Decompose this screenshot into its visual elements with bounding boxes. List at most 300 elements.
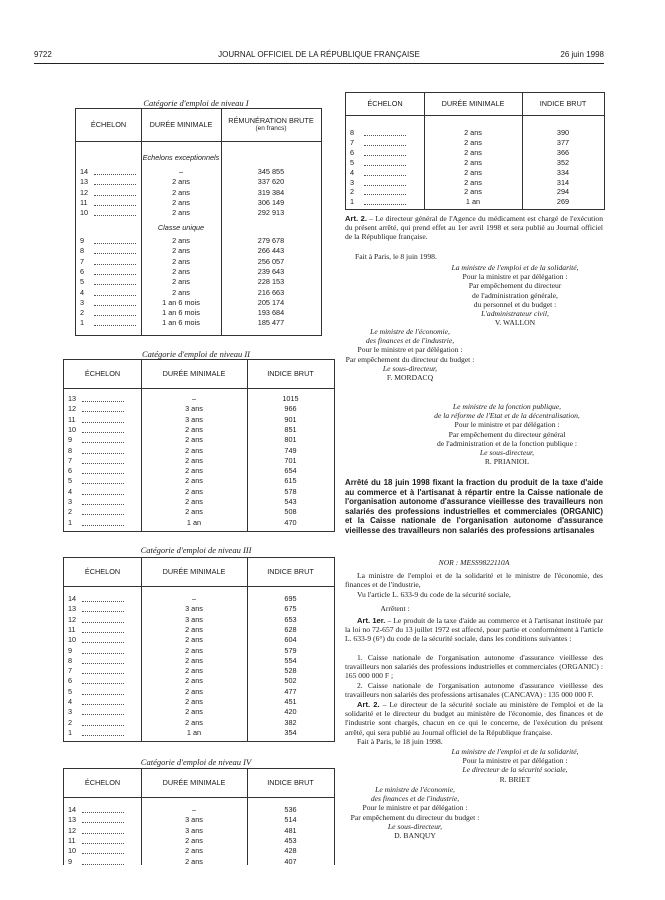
table-row xyxy=(64,476,334,486)
duration-cell: 2 ans xyxy=(185,507,203,517)
table-row xyxy=(64,857,334,867)
table-header xyxy=(64,360,334,389)
col-indice: INDICE BRUT xyxy=(267,369,314,378)
duration-cell: – xyxy=(191,594,197,603)
signature-line: Pour le ministre et par délégation : xyxy=(357,345,463,355)
table-row xyxy=(76,246,321,256)
page-header xyxy=(34,50,604,64)
value-cell: 256 057 xyxy=(257,256,285,266)
echelon-cell: 3 xyxy=(68,497,73,506)
echelon-cell: 4 xyxy=(68,697,73,706)
table-row xyxy=(64,687,334,697)
table-row xyxy=(76,308,321,318)
signature-line: Pour la ministre et par délégation : xyxy=(462,756,568,766)
signature-line: Par empêchement du directeur général xyxy=(448,429,566,439)
echelon-cell: 7 xyxy=(80,256,85,266)
value-cell: 604 xyxy=(284,635,297,645)
table-row xyxy=(346,197,604,207)
value-cell: 508 xyxy=(284,507,297,517)
table-row xyxy=(64,646,334,656)
signature-line: Par empêchement du directeur du budget : xyxy=(350,812,480,822)
place-date: Fait à Paris, le 8 juin 1998. xyxy=(355,252,437,261)
echelon-cell: 6 xyxy=(350,147,355,157)
col-indice: INDICE BRUT xyxy=(267,567,314,576)
duration-cell: 2 ans xyxy=(464,147,482,157)
echelon-cell: 10 xyxy=(68,846,77,856)
table-row xyxy=(346,187,604,197)
echelon-cell: 3 xyxy=(80,297,85,307)
duration-cell: 2 ans xyxy=(185,424,203,434)
value-cell: 1015 xyxy=(282,394,299,403)
section-label: Classe unique xyxy=(157,223,205,232)
signature-line: Le ministre de la fonction publique, xyxy=(452,402,562,411)
header-rule xyxy=(34,63,604,64)
index-table-level-3 xyxy=(63,557,335,742)
echelon-cell: 2 xyxy=(350,187,355,197)
signature-line: Pour le ministre et par délégation : xyxy=(362,803,468,813)
duration-cell: – xyxy=(178,167,184,176)
echelon-cell: 4 xyxy=(68,486,73,496)
signature-line: Le sous-directeur, xyxy=(382,363,438,373)
table2-caption: Catégorie d'emploi de niveau II xyxy=(141,349,251,359)
table-row xyxy=(76,208,321,218)
art1-paragraph xyxy=(345,616,603,644)
value-cell: 354 xyxy=(284,727,297,737)
art2-label: Art. 2. xyxy=(345,214,367,223)
duration-cell: 3 ans xyxy=(185,404,203,414)
col-duree: DURÉE MINIMALE xyxy=(162,567,226,576)
duration-cell: 1 an 6 mois xyxy=(162,318,200,328)
table-row xyxy=(64,625,334,635)
col-indice: INDICE BRUT xyxy=(267,778,314,787)
duration-cell: 2 ans xyxy=(172,236,190,245)
section-label: Echelons exceptionnels xyxy=(142,153,220,162)
signature-block xyxy=(420,263,610,327)
echelon-cell: 11 xyxy=(80,197,88,207)
table-header xyxy=(64,558,334,587)
table-row xyxy=(76,288,321,298)
echelon-cell: 14 xyxy=(68,805,77,814)
value-cell: 579 xyxy=(284,645,297,655)
echelon-cell: 13 xyxy=(68,394,77,403)
arretent: Arrêtent : xyxy=(380,604,410,613)
table-row xyxy=(76,277,321,287)
col-echelon: ÉCHELON xyxy=(84,778,121,787)
value-cell: 851 xyxy=(284,424,297,434)
duration-cell: 2 ans xyxy=(185,497,203,506)
value-cell: 306 149 xyxy=(257,197,285,207)
value-cell: 420 xyxy=(284,707,297,717)
echelon-cell: 6 xyxy=(68,466,73,476)
col-duree: DURÉE MINIMALE xyxy=(162,369,226,378)
signature-line: La ministre de l'emploi et de la solidarité, xyxy=(451,747,579,756)
nor-reference: NOR : MESS9822110A xyxy=(438,558,510,567)
duration-cell: 3 ans xyxy=(185,825,203,835)
table-row xyxy=(76,298,321,308)
col-duree: DURÉE MINIMALE xyxy=(441,99,505,108)
echelon-cell: 2 xyxy=(68,507,73,517)
duration-cell: 2 ans xyxy=(464,167,482,177)
echelon-cell: 6 xyxy=(68,676,73,686)
signature-line: Le ministre de l'économie, xyxy=(375,785,455,794)
duration-cell: 2 ans xyxy=(172,266,190,276)
table-row xyxy=(64,456,334,466)
col-remuneration: RÉMUNÉRATION BRUTE xyxy=(228,116,314,125)
echelon-cell: 11 xyxy=(68,835,76,845)
signature-line: V. WALLON xyxy=(494,318,536,328)
echelon-cell: 5 xyxy=(350,157,355,167)
duration-cell: 2 ans xyxy=(185,835,203,845)
value-cell: 554 xyxy=(284,655,297,665)
echelon-cell: 10 xyxy=(68,635,77,645)
duration-cell: 2 ans xyxy=(185,686,203,696)
col-indice: INDICE BRUT xyxy=(539,99,587,108)
salary-table-level-1 xyxy=(75,108,322,336)
echelon-cell: 1 xyxy=(80,318,85,328)
echelon-cell: 12 xyxy=(80,187,89,197)
value-cell: 801 xyxy=(284,435,297,445)
signature-block xyxy=(325,327,495,382)
col-echelon: ÉCHELON xyxy=(84,567,121,576)
table-row xyxy=(64,728,334,738)
duration-cell: 2 ans xyxy=(185,645,203,655)
echelon-cell: 5 xyxy=(80,277,85,287)
duration-cell: 1 an 6 mois xyxy=(162,297,200,307)
echelon-cell: 4 xyxy=(350,167,355,177)
index-table-level-2 xyxy=(63,359,335,532)
echelon-cell: 5 xyxy=(68,476,73,486)
table-row xyxy=(346,138,604,148)
value-cell: 292 913 xyxy=(257,208,285,218)
art2-first-paragraph xyxy=(345,214,603,242)
signature-line: du personnel et du budget : xyxy=(473,299,557,309)
table-row xyxy=(64,425,334,435)
echelon-cell: 5 xyxy=(68,686,73,696)
value-cell: 701 xyxy=(284,455,297,465)
table-row xyxy=(64,466,334,476)
duration-cell: 2 ans xyxy=(185,707,203,717)
value-cell: 477 xyxy=(284,686,297,696)
value-cell: 334 xyxy=(556,167,570,177)
duration-cell: 2 ans xyxy=(464,137,482,147)
table-row xyxy=(64,446,334,456)
signature-line: de l'administration et de la fonction publique : xyxy=(437,438,577,448)
duration-cell: 2 ans xyxy=(185,455,203,465)
signature-line: Par empêchement du directeur du budget : xyxy=(345,354,475,364)
signature-line: de l'administration générale, xyxy=(472,290,558,300)
table-row xyxy=(64,707,334,717)
table-row xyxy=(64,394,334,404)
table-row xyxy=(64,846,334,856)
echelon-cell: 11 xyxy=(68,624,76,634)
echelon-cell: 12 xyxy=(68,614,77,624)
duration-cell: 2 ans xyxy=(172,208,190,218)
table-row xyxy=(64,697,334,707)
table-row xyxy=(76,198,321,208)
journal-title: JOURNAL OFFICIEL DE LA RÉPUBLIQUE FRANÇAISE xyxy=(218,50,420,59)
value-cell: 451 xyxy=(284,697,297,706)
duration-cell: 2 ans xyxy=(172,277,190,287)
table-row xyxy=(64,666,334,676)
duration-cell: – xyxy=(191,805,197,814)
value-cell: 266 443 xyxy=(257,246,285,256)
duration-cell: 2 ans xyxy=(172,187,190,197)
value-cell: 470 xyxy=(284,517,297,527)
signature-line: Pour la ministre et par délégation : xyxy=(462,272,568,282)
duration-cell: 3 ans xyxy=(185,614,203,624)
table-row xyxy=(346,148,604,158)
duration-cell: 1 an 6 mois xyxy=(162,308,200,318)
table-row xyxy=(64,615,334,625)
value-cell: 228 153 xyxy=(257,277,285,287)
table-header xyxy=(76,109,321,142)
echelon-cell: 6 xyxy=(80,266,85,276)
col-duree: DURÉE MINIMALE xyxy=(149,120,213,129)
col-remuneration-unit: (en francs) xyxy=(255,125,287,132)
value-cell: 901 xyxy=(284,414,297,424)
duration-cell: 3 ans xyxy=(185,815,203,825)
signature-line: Pour le ministre et par délégation : xyxy=(454,420,560,430)
value-cell: 514 xyxy=(284,815,297,825)
cancava-allocation: 2. Caisse nationale de l'organisation autonome d'assurance vieillesse des travailleurs non salariés des professions artisanales (CANCAVA) : 135 000 000 F. xyxy=(345,681,603,700)
table4-caption: Catégorie d'emploi de niveau IV xyxy=(140,757,252,767)
organic-allocation: 1. Caisse nationale de l'organisation autonome d'assurance vieillesse des travailleurs non salariés des professions industrielles et commerciales (ORGANIC) : 165 000 000 F ; xyxy=(345,653,603,681)
table-row xyxy=(76,167,321,177)
duration-cell: 2 ans xyxy=(185,445,203,455)
signature-line: R. BRIET xyxy=(499,774,531,784)
issue-date: 26 juin 1998 xyxy=(560,50,604,59)
value-cell: 578 xyxy=(284,486,297,496)
echelon-cell: 9 xyxy=(68,856,73,866)
echelon-cell: 14 xyxy=(68,594,77,603)
art2-text: – Le directeur de la sécurité sociale au ministère de l'emploi et de la solidarité et le directeur du budget au ministère de l'économie, des finances et de l'industrie sont chargés, chacun en ce qui le concerne, de l'exécution du présent arrêté, qui sera publié au Journal officiel de la République française. xyxy=(345,700,603,737)
value-cell: 481 xyxy=(284,825,297,835)
value-cell: 382 xyxy=(284,717,297,727)
table-row xyxy=(64,826,334,836)
echelon-cell: 13 xyxy=(68,604,77,614)
duration-cell: 3 ans xyxy=(185,604,203,614)
place-date: Fait à Paris, le 18 juin 1998. xyxy=(357,737,443,746)
echelon-cell: 14 xyxy=(80,167,89,176)
value-cell: 279 678 xyxy=(257,236,285,245)
value-cell: 239 643 xyxy=(257,266,285,276)
arrete-title: Arrêté du 18 juin 1998 fixant la fraction du produit de la taxe d'aide au commerce et à l'artisanat à répartir entre la Caisse nationale de l'organisation autonome d'assurance vieillesse des travailleurs non salariés des professions industrielles et commerciales (ORGANIC) et la Caisse nationale de l'organisation autonome d'assurance vieillesse des travailleurs non salariés des professions artisanales xyxy=(345,478,603,535)
index-table-level-4-continued xyxy=(345,92,605,210)
table-row xyxy=(346,168,604,178)
table-row xyxy=(64,435,334,445)
signature-block xyxy=(402,402,612,466)
value-cell: 337 620 xyxy=(257,177,285,187)
col-echelon: ÉCHELON xyxy=(367,99,403,108)
value-cell: 216 663 xyxy=(257,287,285,297)
table-header xyxy=(346,93,604,116)
table3-caption: Catégorie d'emploi de niveau III xyxy=(140,545,252,555)
signature-line: Par empêchement du directeur xyxy=(468,281,562,291)
duration-cell: 1 an xyxy=(186,517,202,527)
duration-cell: 2 ans xyxy=(464,177,482,187)
duration-cell: 2 ans xyxy=(185,635,203,645)
echelon-cell: 8 xyxy=(68,655,73,665)
echelon-cell: 3 xyxy=(68,707,73,717)
table-row xyxy=(64,815,334,825)
value-cell: 528 xyxy=(284,666,297,676)
value-cell: 653 xyxy=(284,614,297,624)
value-cell: 628 xyxy=(284,624,297,634)
table-row xyxy=(64,487,334,497)
echelon-cell: 2 xyxy=(68,717,73,727)
signature-line: des finances et de l'industrie, xyxy=(370,794,460,804)
duration-cell: 2 ans xyxy=(185,697,203,706)
table-row xyxy=(346,178,604,188)
table-row xyxy=(64,497,334,507)
duration-cell: – xyxy=(191,394,197,403)
value-cell: 749 xyxy=(284,445,297,455)
table-row xyxy=(346,128,604,138)
table-row xyxy=(64,518,334,528)
value-cell: 966 xyxy=(284,404,297,414)
duration-cell: 2 ans xyxy=(185,666,203,676)
echelon-cell: 8 xyxy=(80,246,85,256)
duration-cell: 2 ans xyxy=(172,287,190,297)
echelon-cell: 7 xyxy=(350,137,355,147)
signature-line: L'administrateur civil, xyxy=(481,309,549,319)
table-row xyxy=(64,604,334,614)
echelon-cell: 9 xyxy=(68,645,73,655)
duration-cell: 2 ans xyxy=(185,846,203,856)
art1-label: Art. 1er. xyxy=(357,616,386,625)
duration-cell: 2 ans xyxy=(172,197,190,207)
signature-line: des finances et de l'industrie, xyxy=(365,336,455,346)
table-row xyxy=(76,236,321,246)
echelon-cell: 11 xyxy=(68,414,76,424)
table-row xyxy=(64,656,334,666)
table-row xyxy=(64,594,334,604)
page-number: 9722 xyxy=(34,50,52,59)
value-cell: 536 xyxy=(284,805,297,814)
value-cell: 502 xyxy=(284,676,297,686)
signature-line: Le sous-directeur, xyxy=(387,821,443,831)
signature-line: Le directeur de la sécurité sociale, xyxy=(462,765,568,775)
table-header xyxy=(64,769,334,798)
echelon-cell: 2 xyxy=(80,308,85,318)
art2-text: – Le directeur général de l'Agence du médicament est chargé de l'exécution du présent arrêté, qui prend effet au 1er avril 1998 et sera publié au Journal officiel de la République française. xyxy=(345,214,603,242)
value-cell: 345 855 xyxy=(257,167,285,176)
table-row xyxy=(64,404,334,414)
signature-line: de la réforme de l'Etat et de la décentralisation, xyxy=(434,411,580,421)
signature-block xyxy=(420,747,610,784)
echelon-cell: 1 xyxy=(68,727,73,737)
echelon-cell: 7 xyxy=(68,455,73,465)
table-row xyxy=(64,635,334,645)
value-cell: 314 xyxy=(556,177,570,187)
echelon-cell: 9 xyxy=(80,236,85,245)
table-row xyxy=(64,805,334,815)
echelon-cell: 13 xyxy=(80,177,89,187)
table-row xyxy=(346,158,604,168)
signature-line: Le ministre de l'économie, xyxy=(370,327,450,336)
duration-cell: 2 ans xyxy=(464,128,482,137)
signature-block xyxy=(330,785,500,840)
echelon-cell: 4 xyxy=(80,287,85,297)
duration-cell: 2 ans xyxy=(185,466,203,476)
echelon-cell: 13 xyxy=(68,815,77,825)
signature-line: Le sous-directeur, xyxy=(479,448,535,458)
value-cell: 366 xyxy=(556,147,570,157)
echelon-cell: 3 xyxy=(350,177,355,187)
table-row xyxy=(64,507,334,517)
echelon-cell: 1 xyxy=(68,517,73,527)
value-cell: 193 684 xyxy=(257,308,285,318)
value-cell: 428 xyxy=(284,846,297,856)
preamble: La ministre de l'emploi et de la solidarité et le ministre de l'économie, des finances et de l'industrie, xyxy=(345,571,603,590)
art1-text: – Le produit de la taxe d'aide au commerce et à l'artisanat instituée par la loi no 72-657 du 13 juillet 1972 est affecté, pour partie et conformément à l'article L. 633-9 (6°) du code de la sécurité sociale, dans les conditions suivantes : xyxy=(345,616,604,644)
table-row xyxy=(76,318,321,328)
table-row xyxy=(64,718,334,728)
duration-cell: 2 ans xyxy=(172,177,190,187)
echelon-cell: 9 xyxy=(68,435,73,445)
duration-cell: 2 ans xyxy=(185,655,203,665)
echelon-cell: 10 xyxy=(80,208,89,218)
duration-cell: 1 an xyxy=(465,197,481,207)
duration-cell: 2 ans xyxy=(172,246,190,256)
col-duree: DURÉE MINIMALE xyxy=(162,778,226,787)
value-cell: 205 174 xyxy=(257,297,285,307)
value-cell: 654 xyxy=(284,466,297,476)
table-row xyxy=(76,188,321,198)
table-row xyxy=(64,836,334,846)
value-cell: 695 xyxy=(284,594,297,603)
duration-cell: 2 ans xyxy=(464,187,482,197)
duration-cell: 2 ans xyxy=(185,856,203,866)
value-cell: 352 xyxy=(556,157,570,167)
duration-cell: 3 ans xyxy=(185,414,203,424)
echelon-cell: 10 xyxy=(68,424,77,434)
echelon-cell: 1 xyxy=(350,197,355,207)
table-row xyxy=(76,257,321,267)
duration-cell: 2 ans xyxy=(185,676,203,686)
echelon-cell: 8 xyxy=(350,128,355,137)
table-row xyxy=(76,267,321,277)
value-cell: 407 xyxy=(284,856,297,866)
signature-line: F. MORDACQ xyxy=(386,373,434,383)
value-cell: 294 xyxy=(556,187,570,197)
signature-line: D. BANQUY xyxy=(394,831,436,841)
duration-cell: 2 ans xyxy=(185,717,203,727)
value-cell: 319 384 xyxy=(257,187,285,197)
echelon-cell: 12 xyxy=(68,404,77,414)
table-row xyxy=(64,676,334,686)
duration-cell: 2 ans xyxy=(185,624,203,634)
value-cell: 185 477 xyxy=(257,318,285,328)
duration-cell: 2 ans xyxy=(464,157,482,167)
value-cell: 377 xyxy=(556,137,570,147)
value-cell: 390 xyxy=(556,128,570,137)
signature-line: R. PRIANIOL xyxy=(484,457,530,467)
duration-cell: 2 ans xyxy=(172,256,190,266)
value-cell: 269 xyxy=(556,197,570,207)
value-cell: 453 xyxy=(284,835,297,845)
vu-article: Vu l'article L. 633-9 du code de la sécurité sociale, xyxy=(357,590,511,599)
art2-label: Art. 2. xyxy=(357,700,380,709)
echelon-cell: 12 xyxy=(68,825,77,835)
col-echelon: ÉCHELON xyxy=(84,369,121,378)
duration-cell: 2 ans xyxy=(185,476,203,486)
duration-cell: 2 ans xyxy=(185,486,203,496)
value-cell: 543 xyxy=(284,497,297,506)
table-row xyxy=(76,177,321,187)
value-cell: 615 xyxy=(284,476,297,486)
duration-cell: 1 an xyxy=(186,727,202,737)
